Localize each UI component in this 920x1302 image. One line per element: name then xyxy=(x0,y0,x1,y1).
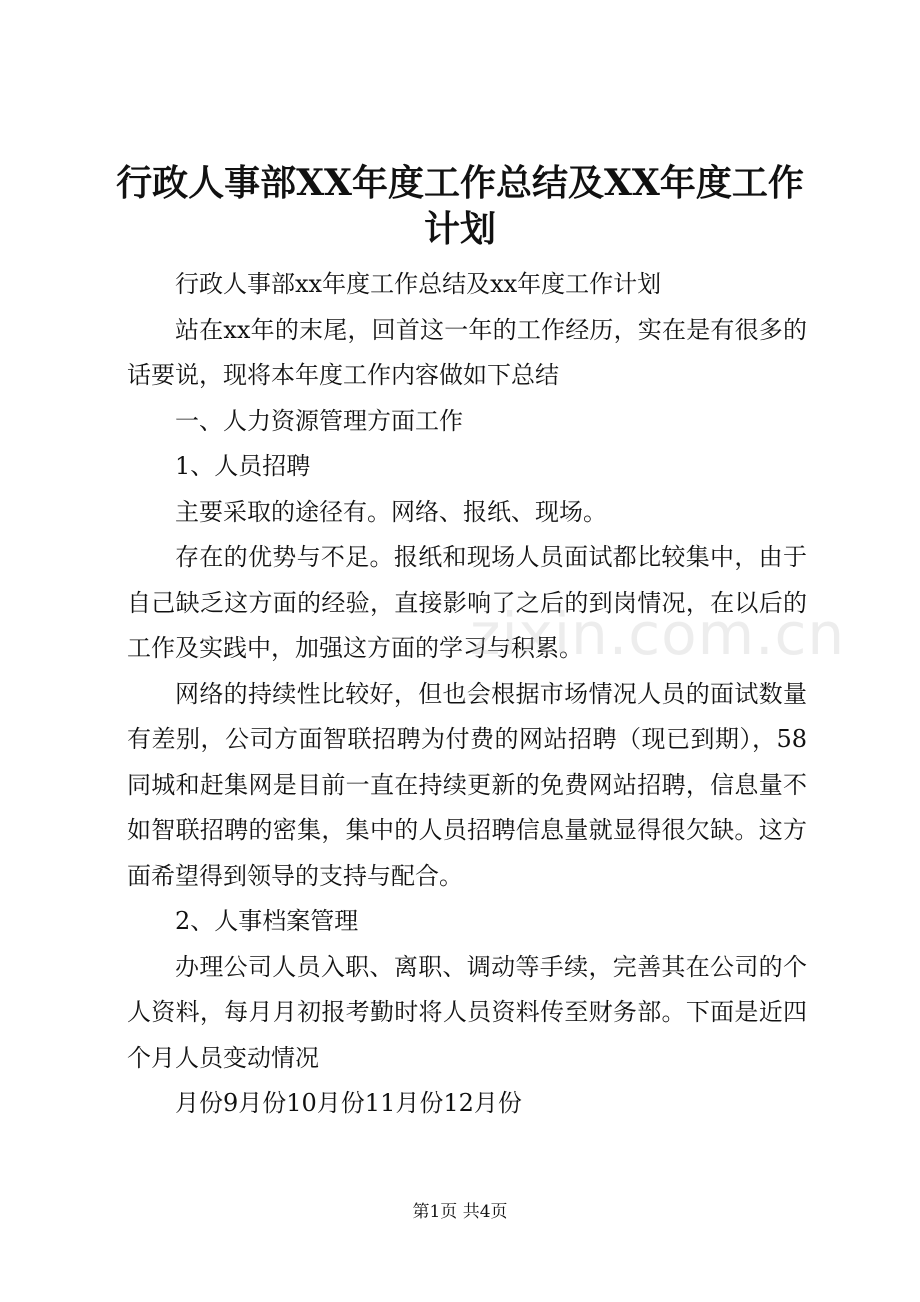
paragraph-months: 月份9月份10月份11月份12月份 xyxy=(175,1089,522,1117)
document-title: 行政人事部XX年度工作总结及XX年度工作计划 xyxy=(116,162,804,250)
paragraph-channels: 主要采取的途径有。网络、报纸、现场。 xyxy=(175,497,607,526)
page-footer: 第1页 共4页 xyxy=(412,1202,508,1222)
paragraph-strengths: 存在的优势与不足。报纸和现场人员面试都比较集中，由于自己缺乏这方面的经验，直接影响了之后的到岗情况，在以后的工作及实践中，加强这方面的学习与积累。 xyxy=(127,543,807,662)
subsection-heading-recruitment: 1、人员招聘 xyxy=(175,452,311,480)
section-heading-hr: 一、人力资源管理方面工作 xyxy=(175,406,463,435)
watermark: zixin.com.cn xyxy=(470,600,846,668)
paragraph-subtitle: 行政人事部xx年度工作总结及xx年度工作计划 xyxy=(175,270,662,298)
paragraph-archives: 办理公司人员入职、离职、调动等手续，完善其在公司的个人资料，每月月初报考勤时将人员资料传至财务部。下面是近四个月人员变动情况 xyxy=(127,952,807,1072)
paragraph-online: 网络的持续性比较好，但也会根据市场情况人员的面试数量有差别，公司方面智联招聘为付费的网站招聘（现已到期），58同城和赶集网是目前一直在持续更新的免费网站招聘，信息量不如智联招聘的密集，集中的人员招聘信息量就显得很欠缺。这方面希望得到领导的支持与配合。 xyxy=(127,679,807,890)
paragraph-intro: 站在xx年的末尾，回首这一年的工作经历，实在是有很多的话要说，现将本年度工作内容做如下总结 xyxy=(127,315,807,389)
subsection-heading-archives: 2、人事档案管理 xyxy=(175,907,359,935)
document-body xyxy=(127,262,807,1127)
